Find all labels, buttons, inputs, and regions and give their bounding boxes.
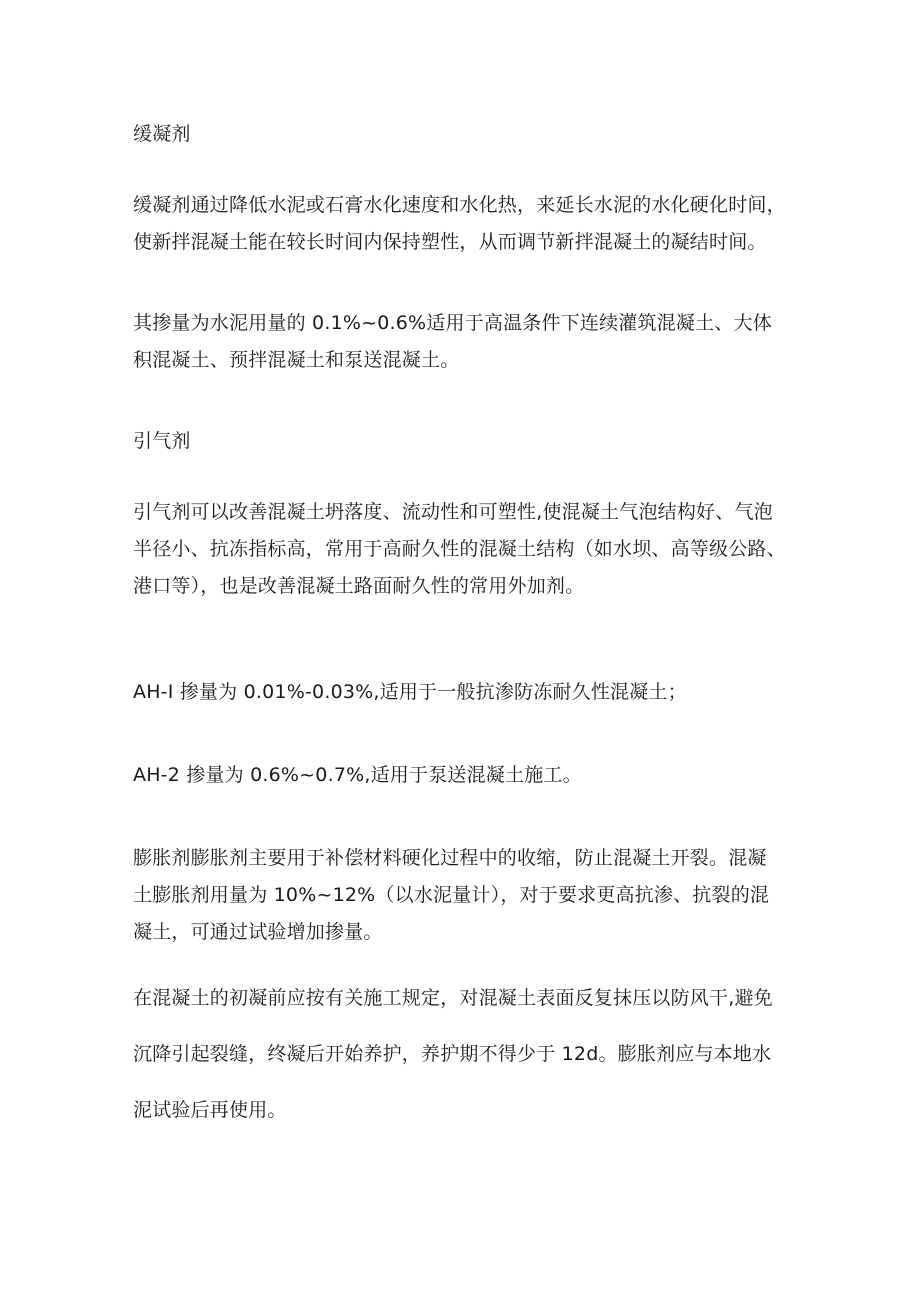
ah1-dosage [133,674,803,711]
curing-note-paragraph [133,970,803,1138]
text-line: 积混凝土、预拌混凝土和泵送混凝土。 [133,349,460,371]
text-line: 泥试验后再使用。 [133,1099,287,1121]
text-line: 凝土，可通过试验增加掺量。 [133,921,383,943]
expansive-agent-paragraph [133,840,803,951]
retarder-description [133,187,803,261]
text-line: 缓凝剂通过降低水泥或石膏水化速度和水化热，来延长水泥的水化硬化时间， [133,194,786,216]
text-line: 引气剂 [133,430,191,452]
text-line: 半径小、抗冻指标高，常用于高耐久性的混凝土结构（如水坝、高等级公路、 [133,538,786,560]
text-line: 沉降引起裂缝，终凝后开始养护，养护期不得少于 12d。膨胀剂应与本地水 [133,1043,772,1065]
text-line: 土膨胀剂用量为 10%~12%（以水泥量计），对于要求更高抗渗、抗裂的混 [133,884,770,906]
text-line: 使新拌混凝土能在较长时间内保持塑性，从而调节新拌混凝土的凝结时间。 [133,231,767,253]
text-line: 其掺量为水泥用量的 0.1%~0.6%适用于高温条件下连续灌筑混凝土、大体 [133,312,772,334]
text-line: AH-2 掺量为 0.6%~0.7%,适用于泵送混凝土施工。 [133,764,582,786]
text-line: 缓凝剂 [133,123,191,145]
retarder-heading [133,116,803,153]
text-line: 港口等），也是改善混凝土路面耐久性的常用外加剂。 [133,575,585,597]
text-line: AH-I 掺量为 0.01%-0.03%,适用于一般抗渗防冻耐久性混凝土； [133,681,687,703]
air-entrainer-description [133,494,803,605]
retarder-dosage [133,305,803,379]
air-entrainer-heading [133,423,803,460]
text-line: 膨胀剂膨胀剂主要用于补偿材料硬化过程中的收缩，防止混凝土开裂。混凝 [133,847,767,869]
text-line: 在混凝土的初凝前应按有关施工规定，对混凝土表面反复抹压以防风干,避免 [133,987,773,1009]
text-line: 引气剂可以改善混凝土坍落度、流动性和可塑性,使混凝土气泡结构好、气泡 [133,501,773,523]
ah2-dosage [133,757,803,794]
